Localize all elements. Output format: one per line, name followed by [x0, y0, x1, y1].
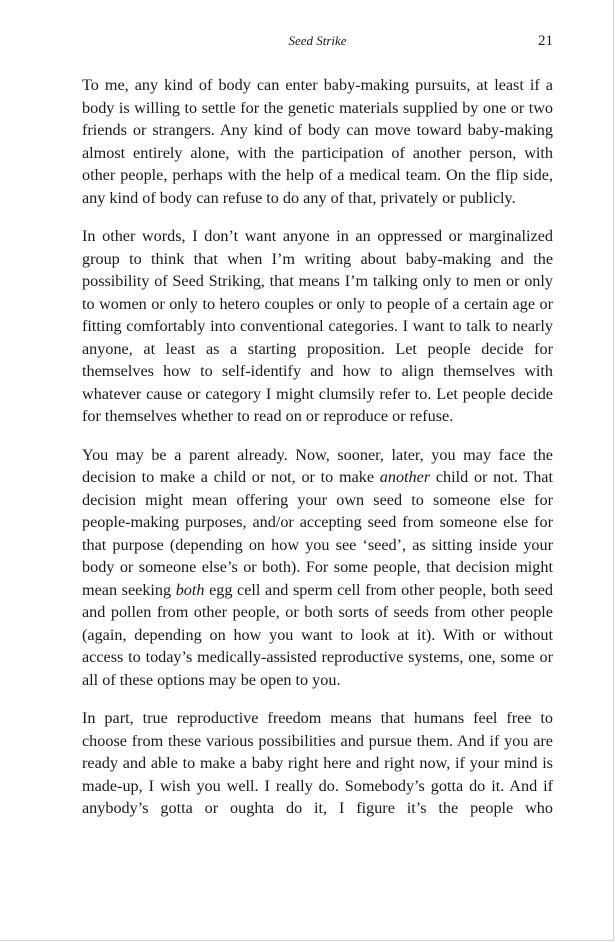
- paragraph-3-text-2: child or not. That decision might mean offering your own seed to someone else for people-making purposes, and/or accepting seed from someone else for that purpose (depending on how you see ‘seed’, as sitting inside your body or someone else’s or both). For some people, that decision might mean seeking: [82, 468, 553, 599]
- paragraph-1: To me, any kind of body can enter baby-making pursuits, at least if a body is willing to settle for the genetic materials supplied by one or two friends or strangers. Any kind of body can move toward baby-making almost entirely alone, with the participation of another person, with other people, perhaps with the help of a medical team. On the flip side, any kind of body can refuse to do any of that, privately or publicly.: [82, 76, 553, 207]
- paragraph-3: [82, 444, 553, 692]
- paragraph-3-text-3: egg cell and sperm cell from other people, both seed and pollen from other people, or both sorts of seeds from other people (again, depending on how you want to look at it). With or without access to today’s medically-assisted reproductive systems, one, some or all of these options may be open to you.: [82, 580, 553, 689]
- emphasis-another: another: [379, 468, 431, 486]
- running-header: [82, 32, 553, 50]
- paragraph-4: In part, true reproductive freedom means that humans feel free to choose from these various possibilities and pursue them. And if you are ready and able to make a baby right here and right now, if your mind is made-up, I wish you well. I really do. Somebody’s gotta do it. And if anybody’s gotta or oughta do it, I figure it’s the people who: [82, 709, 553, 817]
- page-number: 21: [538, 33, 553, 49]
- paragraph-3-text-1: You may be a parent already. Now, sooner, later, you may face the decision to make a child or not, or to make: [82, 445, 553, 486]
- body-text: [82, 74, 553, 836]
- running-title: Seed Strike: [288, 33, 347, 48]
- paragraph-2: In other words, I don’t want anyone in an oppressed or marginalized group to think that when I’m writing about baby-making and the possibility of Seed Striking, that means I’m talking only to men or only to women or only to hetero couples or only to people of a certain age or fitting comfortably into conventional categories. I want to talk to nearly anyone, at least as a starting proposition. Let people decide for themselves how to self-identify and how to align themselves with whatever cause or category I might clumsily refer to. Let people decide for themselves whether to read on or reproduce or refuse.: [82, 227, 553, 425]
- emphasis-both: both: [175, 580, 205, 599]
